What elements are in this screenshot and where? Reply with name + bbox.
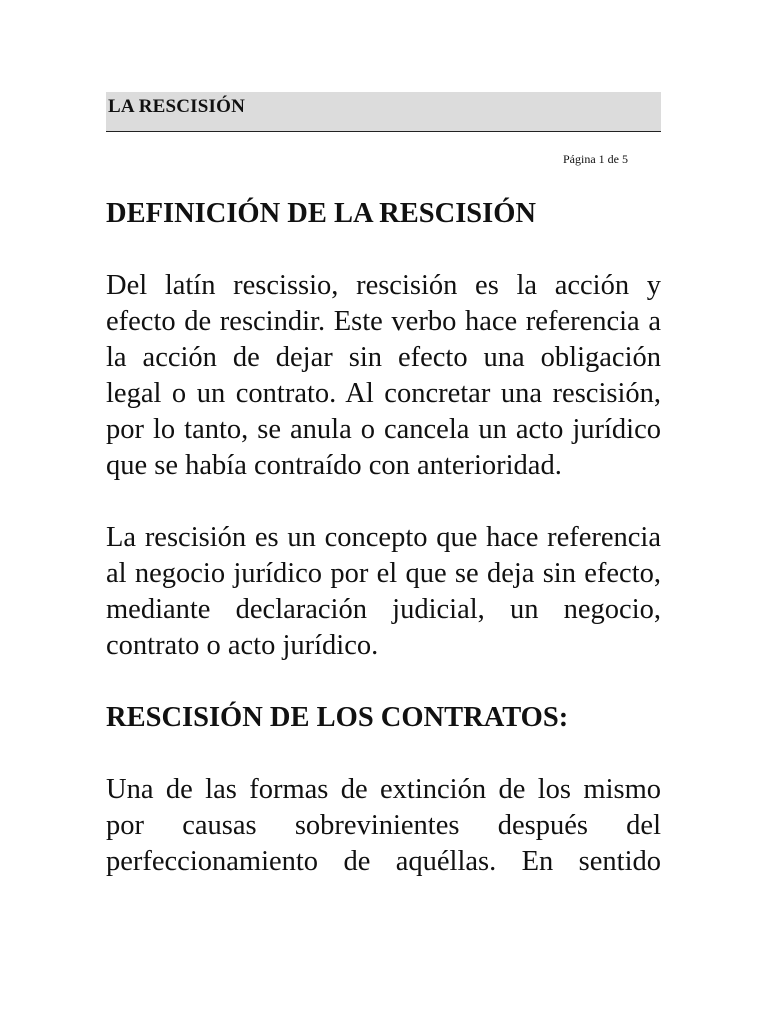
document-body [106, 196, 661, 880]
paragraph-definicion-2: La rescisión es un concepto que hace referencia al negocio jurídico por el que se deja sin efecto, mediante declaración judicial, un negocio, contrato o acto jurídico. [106, 522, 661, 661]
section-heading-definicion: DEFINICIÓN DE LA RESCISIÓN [106, 198, 536, 229]
section-heading-contratos: RESCISIÓN DE LOS CONTRATOS: [106, 702, 569, 733]
page-number: Página 1 de 5 [563, 152, 628, 166]
document-header [106, 92, 661, 132]
header-title: LA RESCISIÓN [108, 96, 246, 117]
paragraph-contratos-1: Una de las formas de extinción de los mismo por causas sobrevinientes después del perfeccionamiento de aquéllas. En sentido [106, 774, 661, 877]
paragraph-definicion-1: Del latín rescissio, rescisión es la acción y efecto de rescindir. Este verbo hace referencia a la acción de dejar sin efecto una obligación legal o un contrato. Al concretar una rescisión, por lo tanto, se anula o cancela un acto jurídico que se había contraído con anterioridad. [106, 270, 661, 481]
